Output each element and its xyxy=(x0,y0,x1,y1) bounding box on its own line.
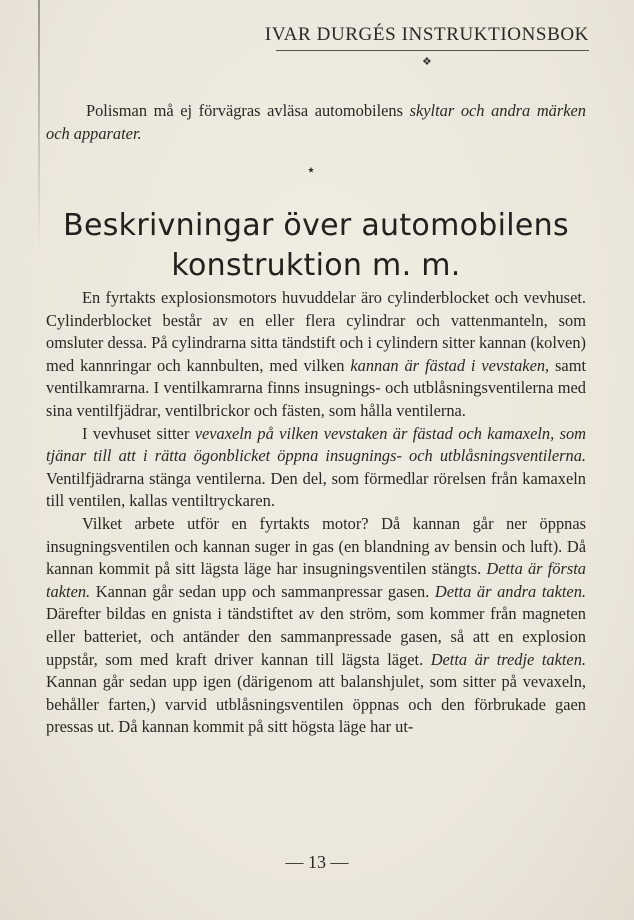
intro-italic: skyltar och andra märken och apparater. xyxy=(46,101,586,143)
p3-italic-3: Detta är tredje takten. xyxy=(430,649,586,669)
p3-text-4: Kannan går sedan upp igen (därigenom att balanshjulet, som sitter på vevaxeln, behåller farten,) varvid utblåsningsventilen öppnas och den förbrukade gaen pressas ut. Då kannan kommit på sitt högsta läge har ut- xyxy=(46,672,586,737)
p3-italic-1: Detta är första takten. xyxy=(46,559,586,601)
paragraph-engine-parts xyxy=(46,287,586,423)
running-head: IVAR DURGÉS INSTRUKTIONSBOK xyxy=(264,24,589,45)
p3-italic-2: Detta är andra takten. xyxy=(434,581,586,601)
ornament-icon: ❖ xyxy=(422,56,432,68)
paragraph-four-stroke xyxy=(46,513,586,739)
p2-text-1: I vevhuset sitter xyxy=(82,423,195,443)
separator-star-icon: ⋆ xyxy=(306,162,317,179)
intro-paragraph xyxy=(46,100,586,145)
page-number: — 13 — xyxy=(285,852,349,872)
p3-text-2: Kannan går sedan upp och sammanpressar gasen. xyxy=(90,581,435,601)
body-text xyxy=(46,287,586,739)
section-heading: Beskrivningar över automobilens konstruktion m. m. xyxy=(63,208,569,283)
p2-italic-1: vevaxeln på vilken vevstaken är fästad och kamaxeln, som tjänar till att i rätta ögonblicket öppna insugnings- och utblåsningsventilerna. xyxy=(46,423,586,466)
p1-text-2: samt ventilkamrarna. I ventilkamrarna finns insugnings- och utblåsningsventilerna med sina ventilfjädrar, ventilbrickor och fästen, som hålla ventilerna. xyxy=(46,355,587,420)
intro-text: Polisman må ej förvägras avläsa automobilens xyxy=(86,101,410,120)
p3-text-1: Vilket arbete utför en fyrtakts motor? Då kannan går ner öppnas insugningsventilen och kannan suger in gas (en blandning av bensin och luft). Då kannan kommit på sitt lägsta läge har insugningsventilen stängts. xyxy=(46,513,586,579)
p2-text-2: Ventilfjädrarna stänga ventilerna. Den del, som förmedlar rörelsen från kamaxeln till ventilen, kallas ventiltryckaren. xyxy=(46,468,586,511)
p3-text-3: Därefter bildas en gnista i tändstiftet av den ström, som kommer från magneten eller batteriet, och antänder den sammanpressade gasen, så att en explosion uppstår, som med kraft driver kannan till lägsta läget. xyxy=(46,604,586,669)
header-rule xyxy=(276,50,589,51)
p1-text-1: En fyrtakts explosionsmotors huvuddelar äro cylinderblocket och vevhuset. Cylinderblocket består av en eller flera cylindrar och vattenmanteln, som omsluter dessa. På cylindrarna sitta tändstift och i cylindern sitter kannan (kolven) med kannringar och kannbulten, med vilken xyxy=(46,288,586,375)
paragraph-crankcase xyxy=(46,423,586,513)
page-edge-shadow xyxy=(38,0,40,250)
p1-italic-1: kannan är fästad i vevstaken, xyxy=(350,355,550,375)
